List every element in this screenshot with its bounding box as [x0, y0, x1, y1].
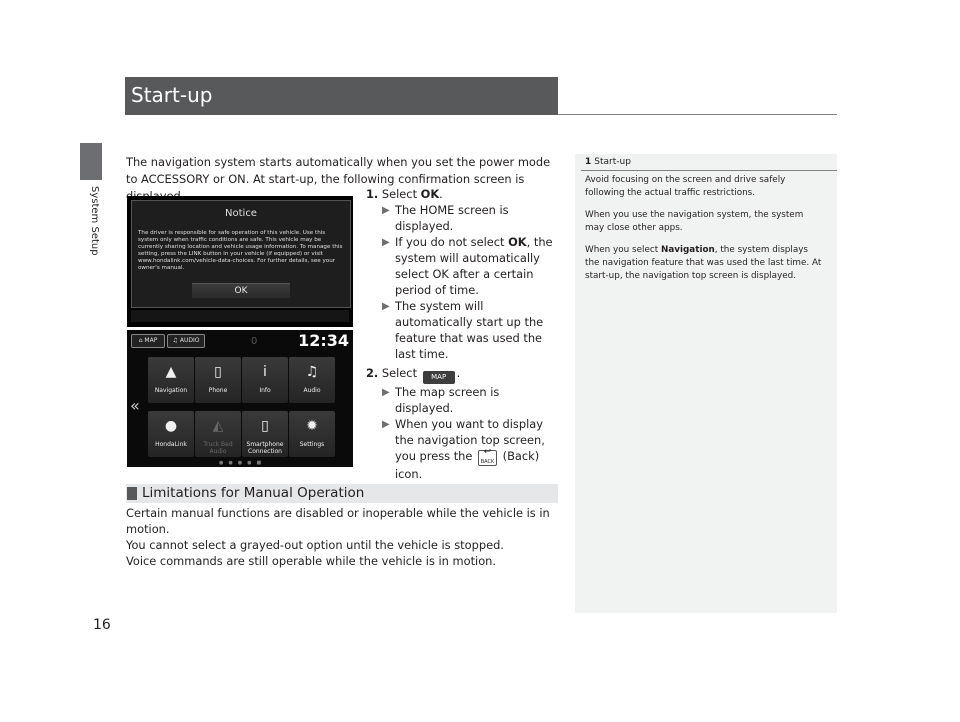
step-1-result-3: ▶ The system will automatically start up the feature that was used the last time. [382, 299, 544, 361]
step-1-result-2: ▶ If you do not select OK, the system will automatically select OK after a certain period of time. [382, 235, 553, 297]
note-paragraph: Avoid focusing on the screen and drive safely following the actual traffic restrictions. [585, 175, 786, 198]
arrow-icon: ▶ [382, 301, 390, 312]
smartphone-icon: ▯ [261, 418, 269, 434]
phone-icon: ▯ [214, 364, 222, 380]
intro-paragraph: The navigation system starts automatically when you set the power mode to ACCESSORY or ON. At start-up, the following confirmation screen is [126, 155, 551, 186]
note-rule [581, 170, 837, 171]
home-screen-image [127, 330, 353, 467]
page-indicator-dots: ●●●●■ [219, 460, 267, 466]
limitations-line: Voice commands are still operable while the vehicle is in motion. [126, 554, 497, 568]
limitations-line: You cannot select a grayed-out option until the vehicle is stopped. [126, 538, 504, 552]
truck-icon: ◭ [212, 418, 224, 434]
note-heading: 1 Start-up [585, 157, 631, 167]
page-title-bar [125, 77, 558, 115]
step-2-result-2: ▶ When you want to display the navigation top screen, you press the ↩ BACK (Back) icon. [366, 416, 561, 482]
tile-truck-bed-audio: ◭ Truck Bed Audio [195, 411, 241, 457]
info-icon: i [263, 364, 267, 380]
step-1: 1. Select OK. [366, 187, 443, 201]
tile-settings: ✹ Settings [289, 411, 335, 457]
section-tab [80, 143, 102, 180]
section-marker [127, 487, 137, 500]
step-2: 2. Select MAP . [366, 365, 561, 384]
arrow-icon: ▶ [382, 387, 390, 398]
limitations-text [126, 505, 558, 569]
notice-dialog [131, 200, 351, 308]
status-indicator: 0 [251, 336, 258, 347]
arrow-icon: ▶ [382, 237, 390, 248]
step-1-result-1: ▶ The HOME screen is displayed. [382, 203, 509, 233]
chevron-left-icon: « [130, 396, 140, 415]
steps-list [366, 186, 561, 482]
notice-title: Notice [225, 208, 257, 219]
link-icon: ● [164, 418, 178, 434]
tile-audio: ♫ Audio [289, 357, 335, 403]
section-label: System Setup [89, 186, 100, 256]
audio-button: ♫ AUDIO [167, 334, 205, 348]
section-heading: Limitations for Manual Operation [142, 485, 365, 501]
title-rule [558, 114, 837, 115]
notice-screen-image [127, 196, 353, 327]
notice-ok-button: OK [192, 283, 290, 298]
side-note [575, 154, 837, 613]
step-2-result-1: ▶ The map screen is displayed. [382, 385, 500, 415]
page-title: Start-up [131, 83, 213, 107]
note-paragraph: When you use the navigation system, the system may close other apps. [585, 210, 804, 233]
tile-phone: ▯ Phone [195, 357, 241, 403]
notice-text: The driver is responsible for safe operation of this vehicle. Use this system only when traffic conditions are safe. This vehicle may be currently sharing location and vehicle usage information. To manage this setting, press the LINK button in your vehicle (if equipped) or visit www.hondalink.com/vehicle-data-choices. For further details, see your owner's manual. [138, 230, 343, 271]
note-body [585, 174, 825, 292]
map-button: ⌂ MAP [131, 334, 165, 348]
section-heading-bar [126, 484, 558, 503]
tile-hondalink: ● HondaLink [148, 411, 194, 457]
home-status-bar [127, 330, 353, 349]
tile-info: i Info [242, 357, 288, 403]
tile-smartphone-connection: ▯ Smartphone Connection [242, 411, 288, 457]
music-note-icon: ♫ [305, 364, 319, 380]
gear-icon: ✹ [306, 418, 318, 434]
notice-bottom-strip [131, 310, 349, 322]
tile-navigation: ▲ Navigation [148, 357, 194, 403]
note-paragraph: When you select Navigation, the system displays the navigation feature that was used the last time. At start-up, the navigation top screen is displayed. [585, 245, 822, 281]
back-icon: ↩ BACK [478, 450, 497, 466]
arrow-icon: ▶ [382, 419, 390, 430]
navigation-arrow-icon: ▲ [165, 364, 177, 380]
limitations-line: Certain manual functions are disabled or inoperable while the vehicle is in motion. [126, 506, 550, 536]
arrow-icon: ▶ [382, 205, 390, 216]
map-chip-icon: MAP [423, 371, 455, 384]
clock: 12:34 [298, 331, 349, 350]
page-number: 16 [93, 617, 111, 633]
